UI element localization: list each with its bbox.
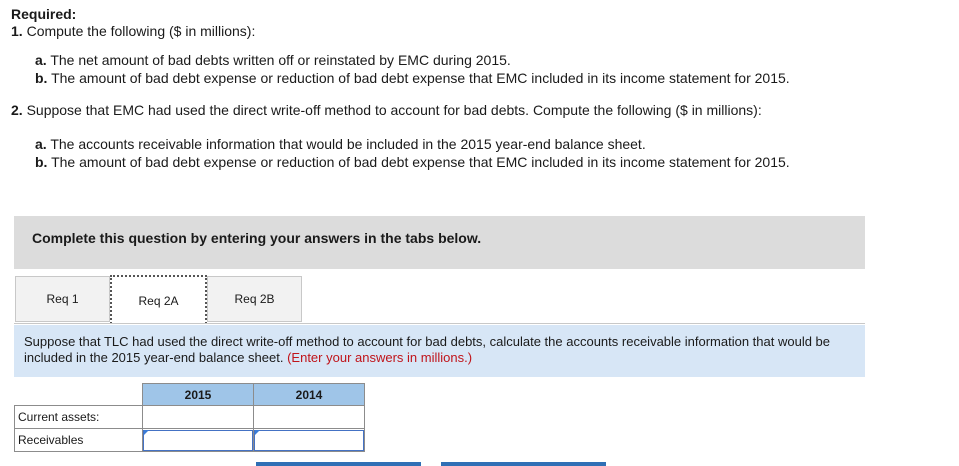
question-prompt [14, 325, 865, 377]
tab-req-2a[interactable]: Req 2A [110, 275, 207, 324]
receivables-2014-cell [254, 429, 365, 452]
prev-button[interactable] [256, 462, 421, 466]
header-2014: 2014 [254, 384, 365, 406]
question-2a-number: a. [35, 136, 47, 152]
tab-req-2b[interactable]: Req 2B [207, 276, 302, 322]
table-row [15, 429, 365, 452]
tab-divider [14, 323, 865, 324]
receivables-2015-input[interactable] [143, 430, 253, 451]
question-2-number: 2. [11, 102, 23, 118]
input-flag-icon [144, 430, 149, 435]
question-1-text: Compute the following ($ in millions): [22, 23, 256, 39]
tab-bar [15, 276, 302, 324]
input-flag-icon [255, 430, 260, 435]
receivables-table [14, 383, 365, 452]
current-assets-2015-cell [143, 406, 254, 429]
header-2015: 2015 [143, 384, 254, 406]
required-heading: Required: [11, 6, 77, 22]
table-header-row [15, 384, 365, 406]
question-2b [35, 153, 951, 171]
question-2 [11, 102, 951, 119]
question-1a [35, 51, 951, 69]
question-1-number: 1. [11, 23, 23, 39]
current-assets-2014-cell [254, 406, 365, 429]
question-2a [35, 135, 951, 153]
row-label-receivables: Receivables [15, 429, 143, 452]
complete-banner [14, 216, 865, 269]
prompt-text: Suppose that TLC had used the direct write-off method to account for bad debts, calculate the accounts receivable information that would be included in the 2015 year-end balance sheet. [24, 334, 831, 365]
instructions [11, 6, 951, 171]
question-2a-text: The accounts receivable information that would be included in the 2015 year-end balance sheet. [46, 136, 646, 152]
header-blank [15, 384, 143, 406]
question-1b-number: b. [35, 70, 48, 86]
row-label-current-assets: Current assets: [15, 406, 143, 429]
prompt-hint: (Enter your answers in millions.) [287, 350, 473, 365]
question-1b [35, 69, 951, 87]
receivables-2015-cell [143, 429, 254, 452]
complete-banner-text: Complete this question by entering your answers in the tabs below. [32, 230, 482, 246]
question-1a-text: The net amount of bad debts written off or reinstated by EMC during 2015. [46, 52, 511, 68]
table-row [15, 406, 365, 429]
question-1a-number: a. [35, 52, 47, 68]
question-2b-text: The amount of bad debt expense or reduction of bad debt expense that EMC included in its income statement for 2015. [47, 154, 790, 170]
tab-req-1[interactable]: Req 1 [15, 276, 110, 322]
receivables-2014-input[interactable] [254, 430, 364, 451]
next-button[interactable] [441, 462, 606, 466]
question-2b-number: b. [35, 154, 48, 170]
question-1 [11, 23, 951, 40]
question-1b-text: The amount of bad debt expense or reduction of bad debt expense that EMC included in its income statement for 2015. [47, 70, 790, 86]
question-2-text: Suppose that EMC had used the direct write-off method to account for bad debts. Compute the following ($ in millions): [22, 102, 762, 118]
